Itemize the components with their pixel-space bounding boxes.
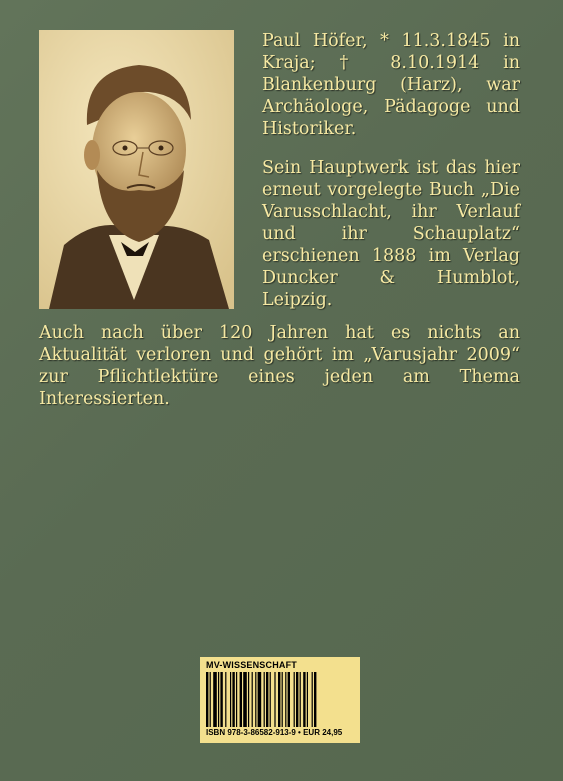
publisher-name: MV-WISSENSCHAFT bbox=[206, 660, 298, 670]
isbn-price-text: ISBN 978-3-86582-913-9 • EUR 24,95 bbox=[206, 728, 343, 737]
barcode-icon bbox=[206, 672, 354, 727]
author-bio-paragraph: Paul Höfer, * 11.3.1845 in Kraja; † 8.10.1914 in Blankenburg (Harz), war Archäologe, Pädagoge und Historiker. bbox=[262, 31, 520, 139]
main-work-paragraph: Sein Hauptwerk ist das hier erneut vorgelegte Buch „Die Varusschlacht, ihr Verlauf und ihr Schauplatz“ erschienen 1888 im Verlag Duncker & Humblot, Leipzig. bbox=[262, 158, 520, 310]
relevance-paragraph: Auch nach über 120 Jahren hat es nichts an Aktualität verloren und gehört im „Varusjahr 2009“ zur Pflichtlektüre eines jeden am Thema Interessierten. bbox=[39, 323, 520, 409]
portrait-photo-icon bbox=[39, 30, 234, 309]
author-portrait bbox=[39, 30, 234, 309]
barcode-label bbox=[200, 657, 360, 743]
